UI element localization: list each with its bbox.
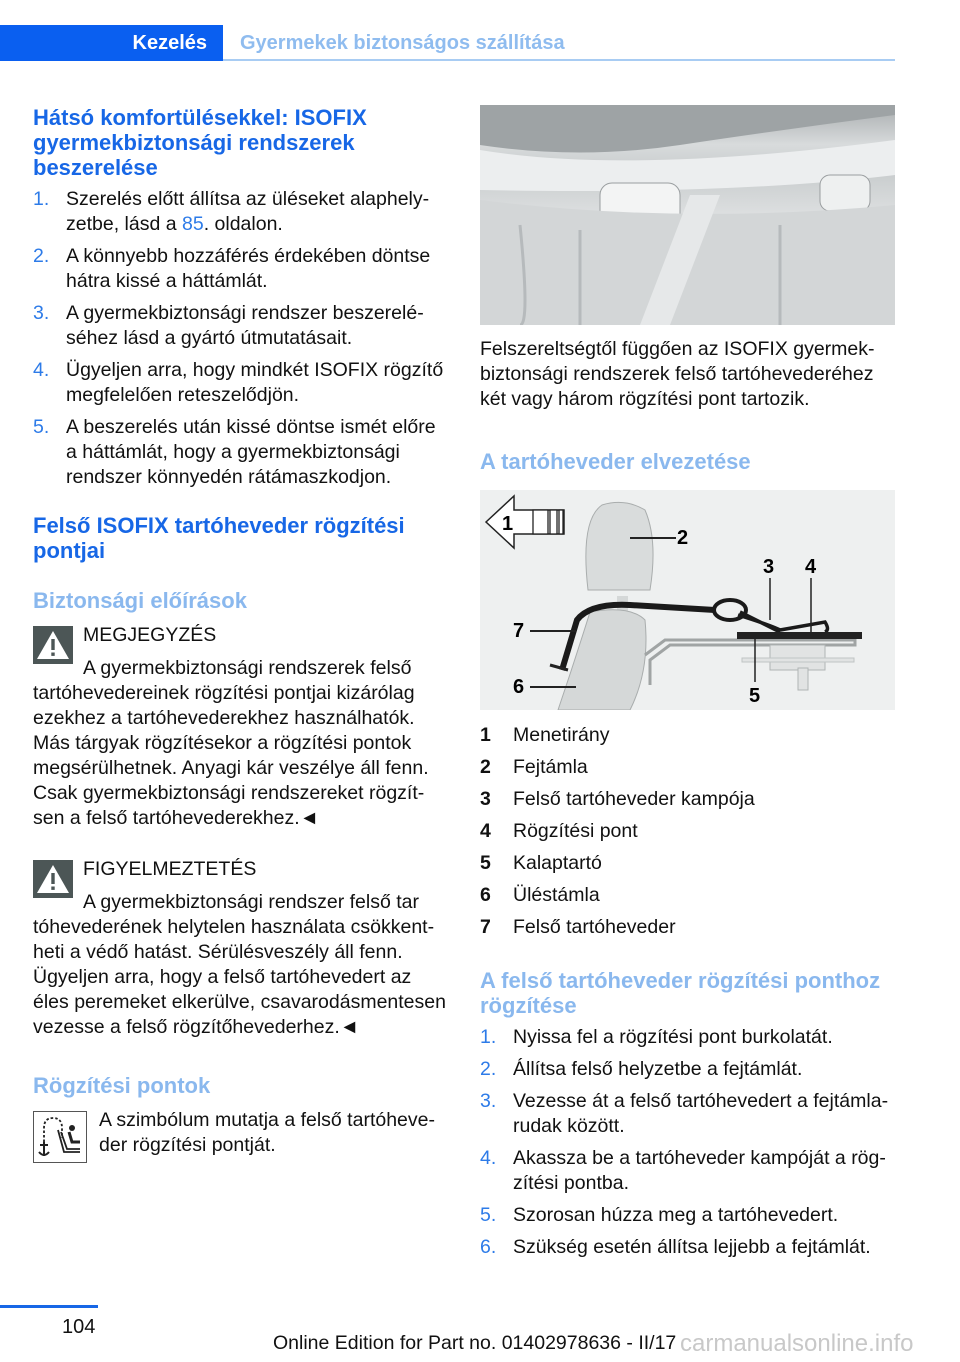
routing-heading: A tartóheveder elvezetése — [480, 449, 751, 474]
attach-heading: A felső tartóheveder rögzítési ponthoz rögzítése — [480, 968, 881, 1018]
warning-triangle-icon — [33, 626, 73, 664]
list-item: 6. Szükség esetén állítsa lejjebb a fejtámlát. — [480, 1236, 871, 1258]
legend-item: 5 Kalaptartó — [480, 852, 602, 874]
right-column-bottom — [480, 723, 896, 1267]
anchor-points-heading: Rögzítési pontok — [33, 1073, 211, 1098]
diagram-label-3: 3 — [763, 556, 775, 578]
note-block: MEGJEGYZÉS A gyermekbiztonsági rendszerek felső tartóhevedereinek rögzítési pontjai kizárólag ezekhez a tartóhevederekhez használhatók. Más tárgyak rögzítésekor a rögzítési pontok megsérülhetnek. Anyagi kár veszélye áll fenn. Csak gyermekbiztonsági rendszereket rögzítsen a felső tartóhevederekhez.◄ — [33, 623, 449, 831]
anchor-symbol-text: A szimbólum mutatja a felső tartóheveder rögzítési pontját. — [99, 1109, 435, 1156]
diagram-label-4: 4 — [805, 556, 817, 578]
diagram-label-7: 7 — [513, 620, 525, 642]
list-item: 1. Szerelés előtt állítsa az üléseket alaphelyzetbe, lásd a 85. oldalon. — [33, 188, 430, 235]
diagram-legend — [480, 723, 896, 947]
page-link[interactable]: 85 — [182, 213, 204, 235]
list-item: 5. Szorosan húzza meg a tartóhevedert. — [480, 1204, 839, 1226]
tether-routing-diagram — [480, 490, 895, 710]
list-item: 2. Állítsa felső helyzetbe a fejtámlát. — [480, 1058, 803, 1080]
legend-item: 2 Fejtámla — [480, 756, 588, 778]
watermark: carmanualsonline.info — [680, 1330, 914, 1357]
rear-seat-photo — [480, 105, 895, 325]
legend-item: 7 Felső tartóheveder — [480, 916, 676, 938]
section-title[interactable]: Gyermekek biztonságos szállítása — [240, 32, 565, 54]
list-item: 3. Vezesse át a felső tartóhevedert a fejtámlarudak között. — [480, 1090, 889, 1137]
warning-label: FIGYELMEZTETÉS — [83, 858, 257, 880]
diagram-label-1: 1 — [502, 513, 514, 535]
anchor-symbol-block — [33, 1108, 449, 1164]
chapter-tab[interactable]: Kezelés — [0, 25, 223, 61]
diagram-label-5: 5 — [749, 685, 761, 707]
page-number-rule — [0, 1305, 98, 1308]
list-item: 4. Ügyeljen arra, hogy mindkét ISOFIX rögzítő megfelelően reteszelődjön. — [33, 359, 444, 406]
list-item: 2. A könnyebb hozzáférés érdekében döntse hátra kissé a háttámlát. — [33, 245, 431, 292]
warning-triangle-icon — [33, 860, 73, 898]
list-item: 4. Akassza be a tartóheveder kampóját a rögzítési pontba. — [480, 1147, 886, 1194]
photo-caption: Felszereltségtől függően az ISOFIX gyermekbiztonsági rendszerek felső tartóhevederéhez két vagy három rögzítési pont tartozik. — [480, 338, 875, 410]
left-column — [33, 105, 449, 1164]
list-item: 5. A beszerelés után kissé döntse ismét előre a háttámlát, hogy a gyermekbiztonsági rendszer könnyedén rátámaszkodjon. — [33, 416, 436, 488]
legend-item: 6 Üléstámla — [480, 884, 600, 906]
header-divider — [223, 59, 895, 61]
legend-item: 1 Menetirány — [480, 724, 610, 746]
isofix-install-heading: Hátsó komfortülésekkel: ISOFIX gyermekbiztonsági rendszerek beszerelése — [33, 105, 367, 180]
attach-steps — [480, 1025, 896, 1260]
legend-item: 4 Rögzítési pont — [480, 820, 638, 842]
edition-footer: Online Edition for Part no. 01402978636 - II/17 — [273, 1332, 677, 1354]
warning-block: FIGYELMEZTETÉS A gyermekbiztonsági rendszer felső tar tóhevederének helytelen használata csökkentheti a védő hatást. Sérülésveszély áll fenn. Ügyeljen arra, hogy a felső tartóhevedert az éles peremeket elkerülve, csavarodásmentesen vezesse a felső rögzítőhevederhez.◄ — [33, 857, 449, 1040]
note-label: MEGJEGYZÉS — [83, 624, 217, 646]
safety-heading: Biztonsági előírások — [33, 588, 247, 613]
list-item: 3. A gyermekbiztonsági rendszer beszereléséhez lásd a gyártó útmutatásait. — [33, 302, 424, 349]
list-item: 1. Nyissa fel a rögzítési pont burkolatát. — [480, 1026, 833, 1048]
isofix-anchor-icon — [33, 1111, 87, 1163]
legend-item: 3 Felső tartóheveder kampója — [480, 788, 755, 810]
tether-points-heading: Felső ISOFIX tartóheveder rögzítési pontjai — [33, 513, 405, 563]
right-column-top — [480, 337, 896, 474]
install-steps — [33, 187, 449, 490]
diagram-label-6: 6 — [513, 676, 525, 698]
diagram-label-2: 2 — [677, 527, 689, 549]
page-number: 104 — [62, 1316, 96, 1338]
